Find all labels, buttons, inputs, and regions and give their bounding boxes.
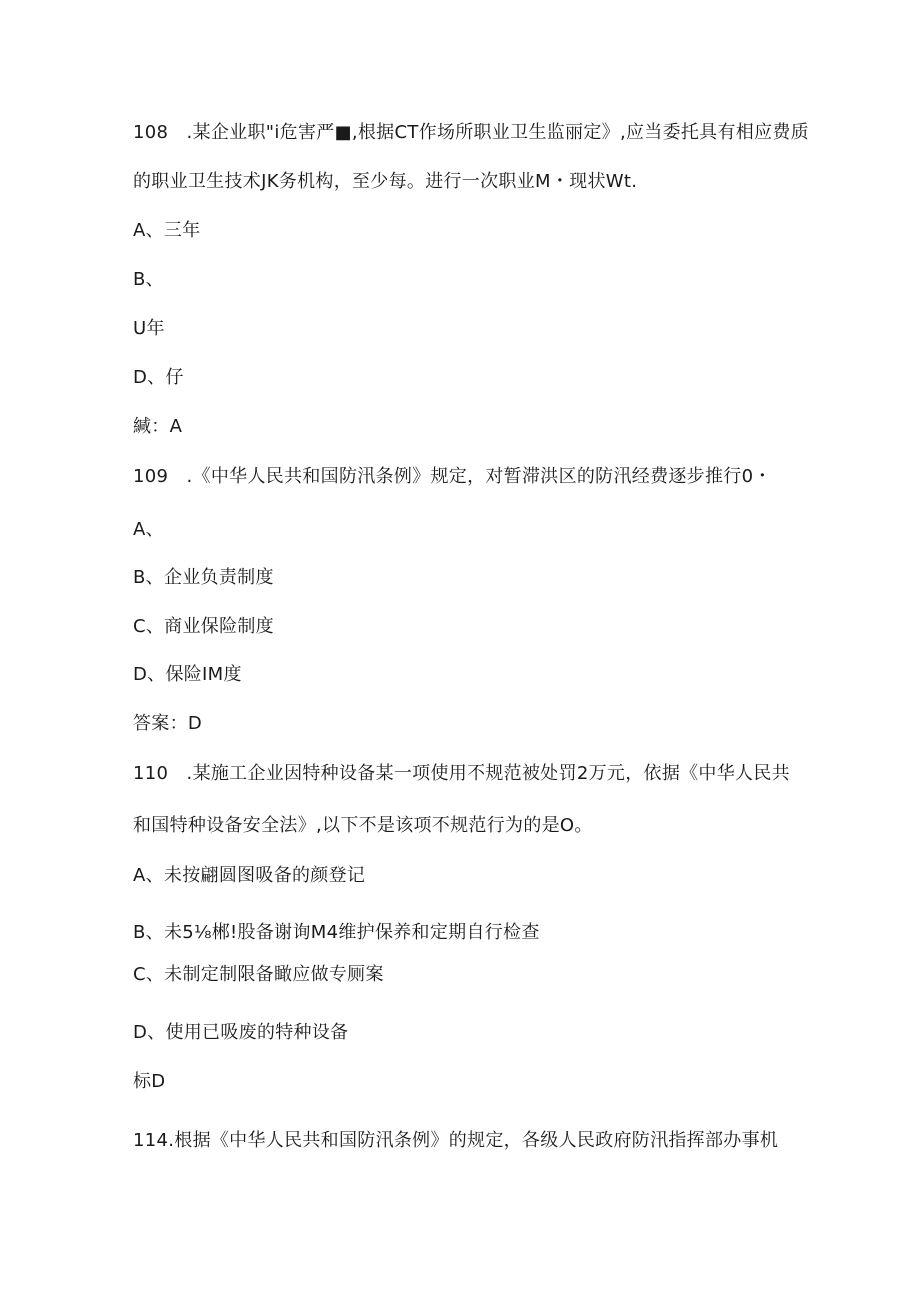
option-a: A、三年 [133,220,201,241]
option-d: D、使用已吸废的特种设备 [133,1022,349,1043]
answer-109: 答案：D [133,713,203,734]
option-c: C、未制定制限备瞰应做专厕案 [133,964,384,985]
question-109-line-1: 109 .《中华人民共和国防汛条例》规定，对暂滞洪区的防汛经费逐步推行0・ [133,466,772,487]
option-b: B、未5⅛郴!股备谢询M4维护保养和定期自行检查 [133,922,540,943]
question-108-line-1: 108 .某企业职"i危害严■,根据CT作场所职业卫生监丽定》,应当委托具有相应费质 [133,122,809,143]
option-d: D、仔 [133,367,184,388]
option-c: U年 [133,318,165,339]
option-b: B、企业负责制度 [133,567,274,588]
answer-108: 緘：A [133,416,183,437]
option-a: A、 [133,519,164,540]
question-110-line-1: 110 .某施工企业因特种设备某一项使用不规范被处罚2万元，依据《中华人民共 [133,763,790,784]
question-114-line-1: 114.根据《中华人民共和国防汛条例》的规定，各级人民政府防汛指挥部办事机 [133,1130,779,1151]
answer-110: 标D [133,1071,166,1092]
option-c: C、商业保险制度 [133,616,274,637]
option-d: D、保险IM度 [133,664,242,685]
option-b: B、 [133,269,164,290]
question-110-line-2: 和国特种设备安全法》,以下不是该项不规范行为的是O。 [133,815,593,836]
option-a: A、未按翩圆图吸备的颜登记 [133,865,366,886]
question-108-line-2: 的职业卫生技术JK务机构，至少每。进行一次职业M・现状Wt. [133,171,638,192]
